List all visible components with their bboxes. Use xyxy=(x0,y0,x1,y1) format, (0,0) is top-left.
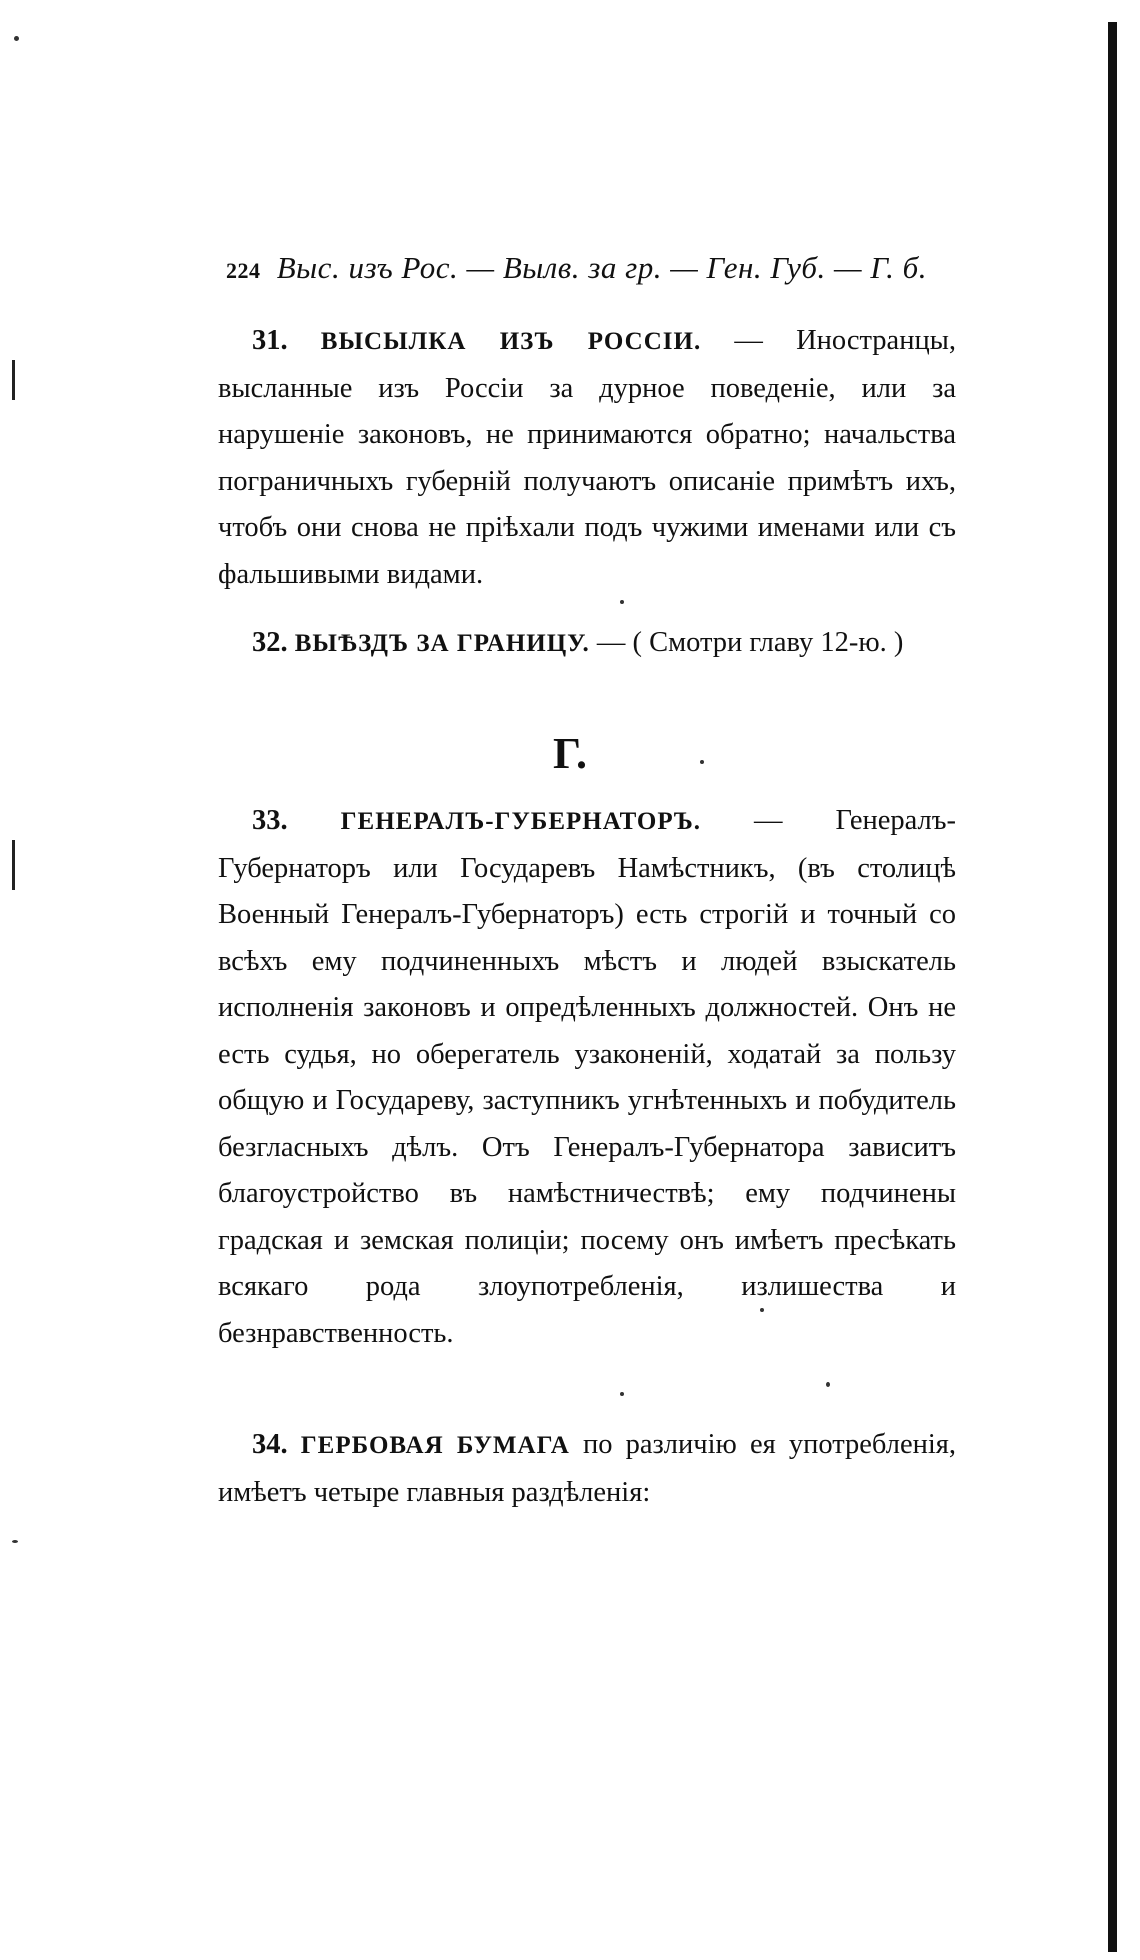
entry-number: 34. xyxy=(252,1429,288,1460)
running-head-text: Выс. изъ Рос. — Вылв. за гр. — Ген. Губ. — Г. б. xyxy=(276,250,927,285)
entry-paragraph xyxy=(218,1422,956,1516)
entry-term: ГЕНЕРАЛЪ-ГУБЕРНАТОРЪ. xyxy=(340,808,702,835)
entry-text: по различію ея употребленія, имѣетъ четыре главныя раздѣленія: xyxy=(218,1429,956,1508)
entry-text: — Генералъ-Губернаторъ или Государевъ Намѣстникъ, (въ столицѣ Военный Генералъ-Губернаторъ) есть строгій и точный со всѣхъ ему подчиненныхъ мѣстъ и людей взыскатель исполненія законовъ и опредѣленныхъ должностей. Онъ не есть судья, но оберегатель узаконеній, ходатай за пользу общую и Государеву, заступникъ угнѣтенныхъ и побудитель безгласныхъ дѣлъ. Отъ Генералъ-Губернатора зависитъ благоустройство въ намѣстничествѣ; ему подчинены градская и земская полиціи; посему онъ имѣетъ пресѣкать всякаго рода злоупотребленія, излишества и безнравственность. xyxy=(218,805,956,1349)
entry-31 xyxy=(218,318,956,598)
ink-speck xyxy=(826,1382,830,1387)
entry-32 xyxy=(218,620,956,668)
ink-speck xyxy=(14,36,19,41)
ink-speck xyxy=(620,600,624,604)
section-letter: Г. xyxy=(552,729,588,778)
scan-mark xyxy=(12,360,15,400)
running-head xyxy=(226,250,956,286)
entry-number: 31. xyxy=(252,325,288,356)
ink-speck xyxy=(620,1392,624,1396)
page-number: 224 xyxy=(226,258,261,283)
entry-term: ГЕРБОВАЯ БУМАГА xyxy=(300,1432,570,1459)
entry-text: — Иностранцы, высланные изъ Россіи за дурное поведеніе, или за нарушеніе законовъ, не принимаются обратно; начальства пограничныхъ губерній получаютъ описаніе примѣтъ ихъ, чтобъ они снова не пріѣхали подъ чужими именами или съ фальшивыми видами. xyxy=(218,325,956,590)
entry-number: 33. xyxy=(252,805,288,836)
entry-number: 32. xyxy=(252,627,288,658)
entry-paragraph xyxy=(218,620,956,668)
entry-34 xyxy=(218,1422,956,1516)
entry-text: — ( Смотри главу 12-ю. ) xyxy=(589,627,904,658)
scan-mark xyxy=(12,840,15,890)
ink-speck xyxy=(12,1540,18,1543)
page-edge xyxy=(1108,22,1117,1952)
entry-term: ВЫѢЗДЪ ЗА ГРАНИЦУ. xyxy=(294,630,590,657)
entry-paragraph xyxy=(218,798,956,1357)
entry-term: ВЫСЫЛКА ИЗЪ РОССІИ. xyxy=(320,328,702,355)
entry-paragraph xyxy=(218,318,956,598)
entry-33 xyxy=(218,798,956,1357)
